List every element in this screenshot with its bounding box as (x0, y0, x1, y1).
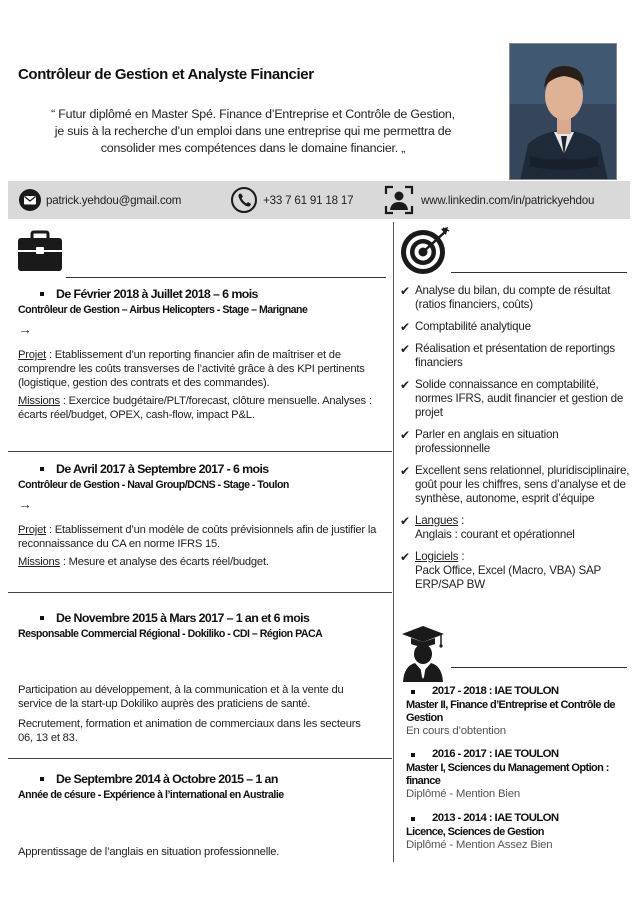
skill-item: ✔ Comptabilité analytique (400, 320, 531, 334)
project-text: : Etablissement d’un reporting financier afin de maîtriser et de comprendre les coûts transverses de l’activité grâce à des KPI pertinents (logistique, gestion des contrats et des commandes). (18, 349, 365, 389)
experience-role: Responsable Commercial Régional - Dokiliko - CDI – Région PACA (18, 628, 323, 640)
project-label: Projet (18, 349, 47, 361)
briefcase-icon (17, 230, 63, 273)
education-status: Diplômé - Mention Bien (406, 788, 520, 800)
education-status: En cours d’obtention (406, 725, 506, 737)
education-status: Diplômé - Mention Assez Bien (406, 839, 553, 851)
arrow-icon: → (18, 496, 32, 512)
section-divider (8, 451, 392, 452)
skill-label: Langues (415, 514, 459, 527)
check-icon: ✔ (400, 464, 410, 478)
section-rule (66, 277, 386, 278)
graduate-icon (401, 625, 445, 683)
section-divider (8, 758, 392, 759)
experience-project (18, 523, 378, 551)
skills-list (400, 284, 630, 592)
experience-dates: De Février 2018 à Juillet 2018 – 6 mois (18, 287, 378, 301)
experience-dates: De Avril 2017 à Septembre 2017 - 6 mois (18, 462, 378, 476)
contact-phone[interactable] (231, 181, 353, 219)
quote-line: consolider mes compétences dans le domaine financier. „ (100, 141, 406, 155)
email-icon (18, 188, 42, 212)
check-icon: ✔ (400, 284, 410, 298)
education-year: 2016 - 2017 : IAE TOULON (406, 748, 631, 760)
page-title: Contrôleur de Gestion et Analyste Financier (18, 66, 314, 83)
missions-text: : Exercice budgétaire/PLT/forecast, clôture mensuelle. Analyses : écarts réel/budget, OPEX, cash-flow, impact P&L. (18, 395, 372, 421)
column-divider (393, 222, 394, 862)
experience-project (18, 348, 378, 390)
experience-item (18, 287, 378, 422)
education-item (406, 685, 631, 737)
experience-description: Participation au développement, à la communication et à la vente du service de la start-up Dokiliko auprès des praticiens de santé. (18, 684, 344, 710)
education-year: 2017 - 2018 : IAE TOULON (406, 685, 631, 697)
check-icon: ✔ (400, 550, 410, 564)
summary-quote (18, 106, 488, 157)
experience-item (18, 611, 378, 745)
experience-missions (18, 555, 378, 569)
experience-missions (18, 394, 378, 422)
skill-item: ✔ Parler en anglais en situation professionnelle (400, 428, 559, 455)
experience-dates: De Septembre 2014 à Octobre 2015 – 1 an (18, 772, 378, 786)
section-divider (8, 592, 392, 593)
linkedin-text: www.linkedin.com/in/patrickyehdou (421, 193, 595, 207)
check-icon: ✔ (400, 320, 410, 334)
section-rule (451, 667, 627, 668)
section-rule (451, 272, 627, 273)
missions-label: Missions (18, 556, 60, 568)
phone-icon (231, 187, 259, 213)
education-degree: Licence, Sciences de Gestion (406, 826, 544, 838)
experience-item (18, 772, 378, 859)
missions-text: : Mesure et analyse des écarts réel/budget. (59, 556, 269, 568)
skill-item: ✔ Excellent sens relationnel, pluridisciplinaire, goût pour les chiffres, sens d’analyse et de synthèse, autonome, esprit d’équipe (400, 464, 630, 505)
skill-label: Logiciels (415, 550, 459, 563)
check-icon: ✔ (400, 428, 410, 442)
email-text: patrick.yehdou@gmail.com (46, 193, 182, 207)
quote-line: “ Futur diplômé en Master Spé. Finance d’Entreprise et Contrôle de Gestion, (51, 107, 455, 121)
education-year: 2013 - 2014 : IAE TOULON (406, 812, 631, 824)
contact-linkedin[interactable] (384, 181, 594, 219)
contact-email[interactable] (18, 181, 181, 219)
project-label: Projet (18, 524, 47, 536)
skill-item: ✔ Langues : Anglais : courant et opérationnel (400, 514, 575, 541)
experience-dates: De Novembre 2015 à Mars 2017 – 1 an et 6 mois (18, 611, 378, 625)
target-icon (399, 226, 451, 276)
missions-label: Missions (18, 395, 60, 407)
education-degree: Master I, Sciences du Management Option : finance (406, 762, 609, 787)
experience-item (18, 462, 378, 569)
check-icon: ✔ (400, 342, 410, 356)
profile-photo (509, 43, 617, 180)
skill-item: ✔ Solide connaissance en comptabilité, normes IFRS, audit financier et gestion de projet (400, 378, 624, 419)
skill-item: ✔ Réalisation et présentation de reportings financiers (400, 342, 615, 369)
quote-line: je suis à la recherche d’un emploi dans une entreprise qui me permettra de (54, 124, 452, 138)
skill-item: ✔ Analyse du bilan, du compte de résultat (ratios financiers, coûts) (400, 284, 611, 311)
education-item (406, 812, 631, 851)
profile-id-icon (384, 185, 414, 215)
experience-role: Contrôleur de Gestion – Airbus Helicopters - Stage – Marignane (18, 304, 308, 316)
experience-role: Contrôleur de Gestion - Naval Group/DCNS - Stage - Toulon (18, 479, 289, 491)
check-icon: ✔ (400, 378, 410, 392)
education-degree: Master II, Finance d’Entreprise et Contrôle de Gestion (406, 699, 615, 724)
experience-description: Recrutement, formation et animation de commerciaux dans les secteurs 06, 13 et 83. (18, 718, 361, 744)
skill-item: ✔ Logiciels : Pack Office, Excel (Macro, VBA) SAP ERP/SAP BW (400, 550, 601, 591)
check-icon: ✔ (400, 514, 410, 528)
experience-role: Année de césure - Expérience à l’international en Australie (18, 789, 284, 801)
project-text: : Etablissement d’un modèle de coûts prévisionnels afin de justifier la reconnaissance du CA en norme IFRS 15. (18, 524, 377, 550)
phone-text: +33 7 61 91 18 17 (263, 193, 354, 207)
education-item (406, 748, 631, 800)
contact-bar (8, 181, 630, 219)
experience-description: Apprentissage de l’anglais en situation professionnelle. (18, 846, 280, 858)
arrow-icon: → (18, 321, 32, 337)
